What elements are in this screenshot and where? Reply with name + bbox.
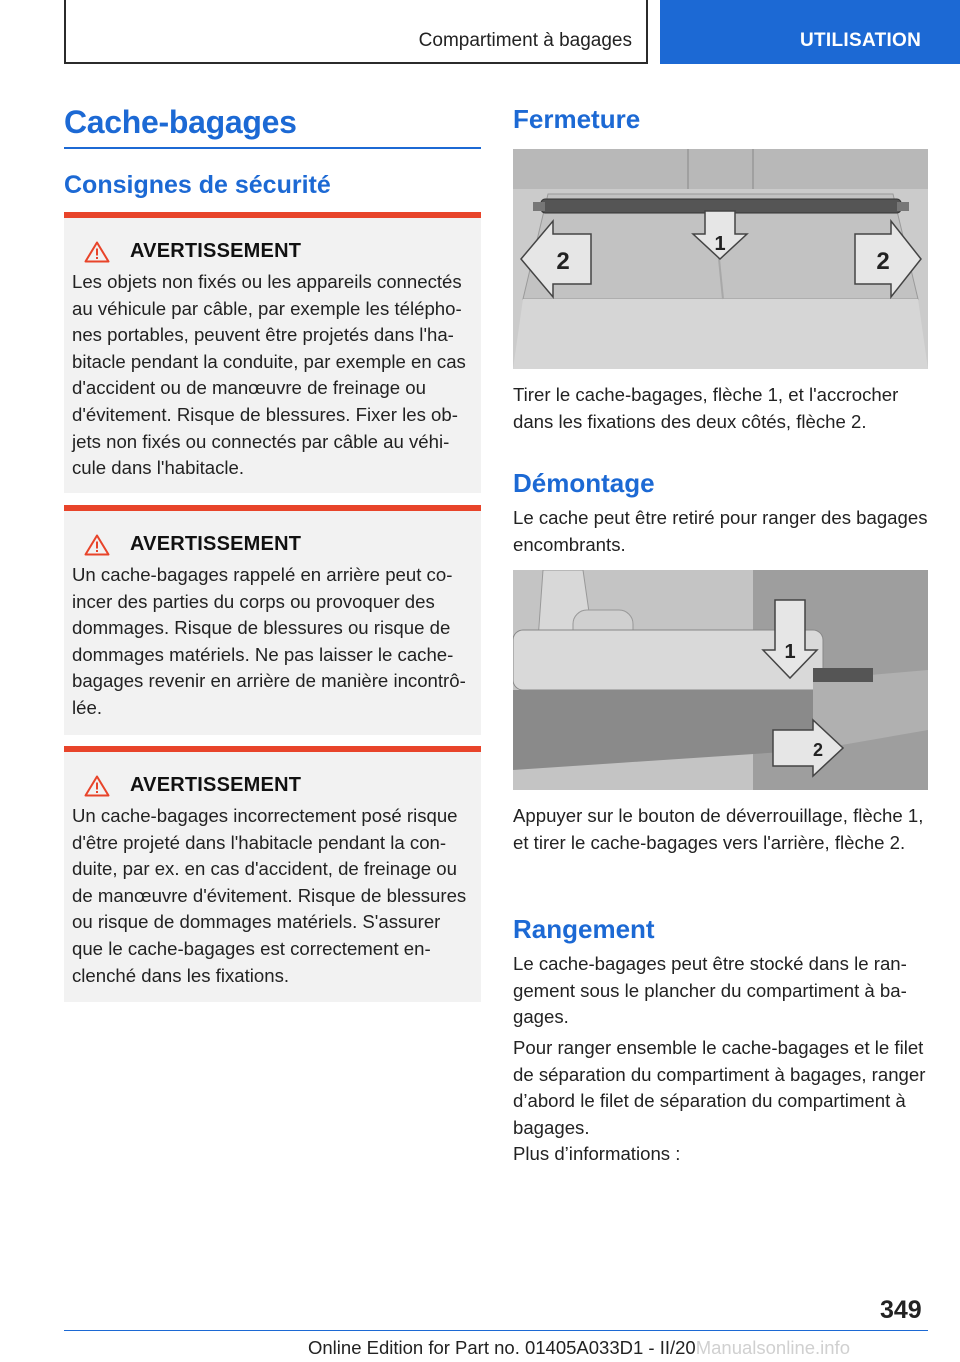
figure-cover-closing: [513, 149, 928, 369]
header-chapter-tab[interactable]: [660, 0, 960, 64]
rangement-text-2: Pour ranger ensemble le cache-bagages et le filet de séparation du compartiment à bagages, ranger d’abord le filet de séparation du compartiment à bagages.: [513, 1037, 926, 1138]
cover-removal-illustration: [513, 570, 928, 790]
warning-title: AVERTISSEMENT: [130, 240, 302, 262]
warning-text: Un cache-bagages rappelé en arrière peut coincer des parties du corps ou provoquer des dommages. Risque de blessures ou risque de dommages matériels. Ne pas laisser le cache-bagages revenir en arrière de manière incontrôlée.: [72, 564, 466, 718]
svg-text:2: 2: [812, 740, 824, 760]
svg-text:2: 2: [876, 248, 890, 275]
warning-triangle-icon: [84, 241, 110, 263]
figure-cover-removal: [513, 570, 928, 790]
warning-triangle-icon: [84, 775, 110, 797]
heading-rangement: Rangement: [513, 914, 655, 944]
title-rule: [64, 147, 481, 149]
page-title: Cache-bagages: [64, 104, 297, 140]
footer-edition: [308, 1337, 850, 1359]
header-section-title: Compartiment à bagages: [418, 30, 632, 51]
svg-text:1: 1: [784, 641, 796, 663]
warning-box-2: [64, 505, 481, 735]
warning-triangle-icon: [84, 534, 110, 556]
svg-text:1: 1: [714, 233, 726, 255]
cargo-cover-illustration: [513, 149, 928, 369]
header-box: [64, 0, 648, 64]
warning-text: Les objets non fixés ou les appareils connectés au véhicule par câble, par exemple les téléphones portables, peuvent être projetés dans l'habitacle pendant la conduite, par exemple en cas d'accident ou de manœuvre de freinage ou d'évitement. Risque de blessures. Fixer les objets non fixés ou connectés par câble au véhicule dans l'habitacle.: [72, 271, 466, 479]
footer-rule: [64, 1330, 928, 1331]
rangement-more-info: Plus d’informations :: [513, 1143, 681, 1164]
edition-text: Online Edition for Part no. 01405A033D1 - II/20: [308, 1337, 696, 1358]
warning-title: AVERTISSEMENT: [130, 774, 302, 796]
warning-box-3: [64, 746, 481, 1002]
fermeture-text: Tirer le cache-bagages, flèche 1, et l'accrocher dans les fixations des deux côtés, flèche 2.: [513, 384, 899, 432]
heading-demontage: Démontage: [513, 468, 655, 498]
heading-fermeture: Fermeture: [513, 104, 641, 134]
warning-box-1: [64, 212, 481, 493]
warning-text: Un cache-bagages incorrectement posé risque d'être projeté dans l'habitacle pendant la conduite, par ex. en cas d'accident, de freinage ou de manœuvre d'évitement. Risque de blessures ou risque de dommages matériels. S'assurer que le cache-bagages est correctement enclenché dans les fixations.: [72, 805, 467, 986]
demontage-text: Appuyer sur le bouton de déverrouillage, flèche 1, et tirer le cache-bagages vers l'arrière, flèche 2.: [513, 805, 924, 853]
watermark-text: Manualsonline.info: [695, 1337, 850, 1358]
rangement-text-1: Le cache-bagages peut être stocké dans le rangement sous le plancher du compartiment à bagages.: [513, 953, 907, 1028]
warning-title: AVERTISSEMENT: [130, 533, 302, 555]
header-chapter-label: UTILISATION: [800, 30, 922, 51]
section-title: Consignes de sécurité: [64, 171, 331, 199]
demontage-intro: Le cache peut être retiré pour ranger des bagages encombrants.: [513, 507, 928, 555]
svg-text:2: 2: [556, 248, 570, 275]
page-number: 349: [880, 1296, 922, 1324]
